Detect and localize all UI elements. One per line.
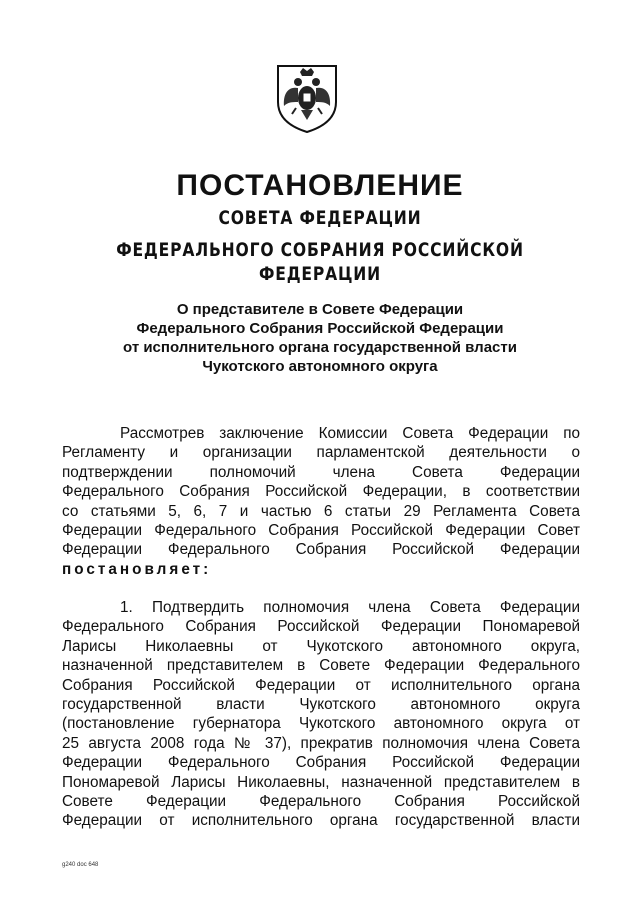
coat-of-arms-emblem-icon xyxy=(274,62,340,134)
body-line: Федерации Федерального Собрания Российской Федерации Совет xyxy=(62,521,580,539)
body-line: Регламенту и организации парламентской деятельности о xyxy=(62,444,580,462)
preamble-paragraph xyxy=(62,424,580,579)
heading-line: Федерального Собрания Российской Федерации xyxy=(136,320,504,337)
body-line: Собрания Российской Федерации от исполнительного органа xyxy=(62,676,580,694)
body-line: Федерации от исполнительного органа государственной власти xyxy=(62,812,580,830)
heading-line: О представителе в Совете Федерации xyxy=(176,301,464,318)
body-line: назначенной представителем в Совете Федерации Федерального xyxy=(62,657,580,675)
resolves-word: постановляет: xyxy=(62,560,212,578)
body-line: государственной власти Чукотского автономного округа xyxy=(62,695,580,713)
body-line: Совете Федерации Федерального Собрания Российской xyxy=(62,792,580,810)
document-subtitle-line2: ФЕДЕРАЛЬНОГО СОБРАНИЯ РОССИЙСКОЙ ФЕДЕРАЦИИ xyxy=(116,239,524,285)
body-line: подтверждении полномочий члена Совета Федерации xyxy=(62,463,580,481)
body-line: со статьями 5, 6, 7 и частью 6 статьи 29 Регламента Совета xyxy=(62,502,580,520)
body-line: 1. Подтвердить полномочия члена Совета Федерации xyxy=(120,599,580,616)
document-subtitle-line1: СОВЕТА ФЕДЕРАЦИИ xyxy=(218,207,422,229)
resolution-heading xyxy=(0,300,640,376)
document-title: ПОСТАНОВЛЕНИЕ xyxy=(176,169,464,202)
heading-line: от исполнительного органа государственной власти xyxy=(123,339,517,356)
body-line: Ларисы Николаевны от Чукотского автономного округа, xyxy=(62,637,580,655)
body-line: Федерации Федерального Собрания Российской Федерации xyxy=(62,754,580,772)
heading-line: Чукотского автономного округа xyxy=(202,358,438,375)
body-line: Пономаревой Ларисы Николаевны, назначенной представителем в xyxy=(62,773,580,791)
clause-1-paragraph xyxy=(62,598,580,831)
body-line: Рассмотрев заключение Комиссии Совета Федерации по xyxy=(120,425,580,442)
body-line: (постановление губернатора Чукотского автономного округа от xyxy=(62,715,580,733)
body-line: Федерального Собрания Российской Федерации Пономаревой xyxy=(62,618,580,636)
body-line: Федерации Федерального Собрания Российской Федерации xyxy=(62,541,580,559)
body-line: Федерального Собрания Российской Федерации, в соответствии xyxy=(62,483,580,501)
body-line: 25 августа 2008 года № 37), прекратив полномочия члена Совета xyxy=(62,734,580,752)
footer-code: g240 doc 648 xyxy=(62,862,99,868)
